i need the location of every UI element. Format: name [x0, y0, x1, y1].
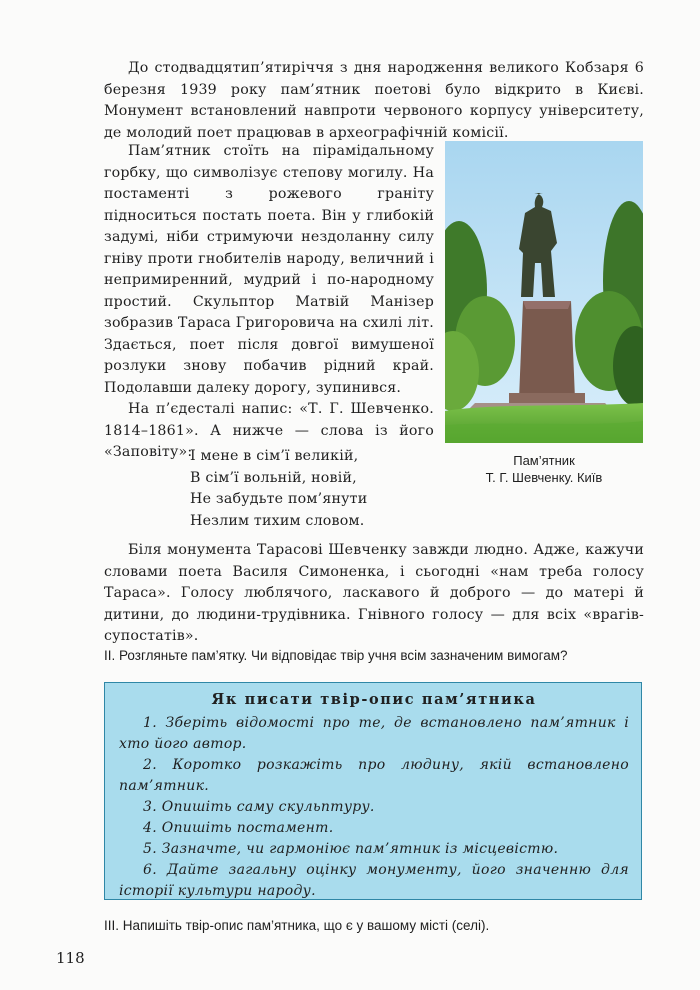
rule-item: 3. Опишіть саму скульптуру.: [143, 798, 375, 815]
caption-line-1: Пам’ятник: [513, 453, 575, 468]
rule-item: 5. Зазначте, чи гармоніює пам’ятник із місцевістю.: [143, 840, 559, 857]
poem-line-4: Незлим тихим словом.: [190, 512, 365, 529]
closing-paragraph: [104, 540, 644, 648]
rule-item: 6. Дайте загальну оцінку монументу, його значенню для історії культури народу.: [119, 861, 629, 899]
task-3: ІІІ. Напишіть твір-опис пам’ятника, що є у вашому місті (селі).: [104, 918, 490, 933]
description-paragraph-1: Пам’ятник стоїть на пірамідальному горбку, що символізує степову могилу. На постаменті з рожевого граніту підноситься постать поета. Він у глибокій задумі, ніби стримуючи нездоланну силу гніву проти гнобителів народу, величний і непримиренний, мудрий і по-народному простий. Скульптор Матвій Манізер зобразив Тараса Григоровича на схилі літ. Здається, поет після довгої вимушеної розлуки знову побачив рідний край. Подолавши далеку дорогу, зупинився.: [104, 143, 434, 396]
caption-line-2: Т. Г. Шевченку. Київ: [485, 470, 603, 485]
rules-box: [104, 682, 642, 900]
poem-quote: [190, 446, 367, 532]
description-text: [104, 141, 434, 464]
closing-text: Біля монумента Тарасові Шевченку завжди людно. Адже, кажучи словами поета Василя Симоненка, і сьогодні «нам треба голосу Тараса». Голосу люблячого, ласкавого й доброго — до матері й дитини, до людини-трудівника. Гнівного голосу — для всіх «врагів-супостатів».: [104, 542, 644, 644]
page-number: 118: [56, 949, 85, 967]
monument-photo-illustration: [445, 141, 643, 443]
poem-line-1: І мене в сім’ї великій,: [190, 448, 359, 464]
poem-line-3: Не забудьте пом’янути: [190, 491, 368, 507]
photo-caption: [445, 452, 643, 486]
poem-line-2: В сім’ї вольній, новій,: [190, 469, 357, 486]
description-paragraph-2: На п’єдесталі напис: «Т. Г. Шевченко. 1814–1861». А нижче — слова із його «Заповіту»:: [104, 401, 434, 460]
rule-item: 4. Опишіть постамент.: [143, 819, 334, 836]
rule-item: 1. Зберіть відомості про те, де встановлено пам’ятник і хто його автор.: [119, 714, 629, 752]
task-2: ІІ. Розгляньте пам’ятку. Чи відповідає твір учня всім зазначеним вимогам?: [104, 648, 568, 663]
monument-photo: [445, 141, 643, 443]
rules-title: Як писати твір-опис пам’ятника: [211, 691, 537, 708]
rule-item: 2. Коротко розкажіть про людину, якій встановлено пам’ятник.: [119, 756, 629, 794]
intro-paragraph: [104, 58, 644, 144]
intro-text: До стодвадцятип’ятиріччя з дня народження великого Кобзаря 6 березня 1939 року пам’ятник поетові було відкрито в Києві. Монумент встановлений навпроти червоного корпусу університету, де молодий поет працював в археографічній комісії.: [104, 60, 644, 141]
